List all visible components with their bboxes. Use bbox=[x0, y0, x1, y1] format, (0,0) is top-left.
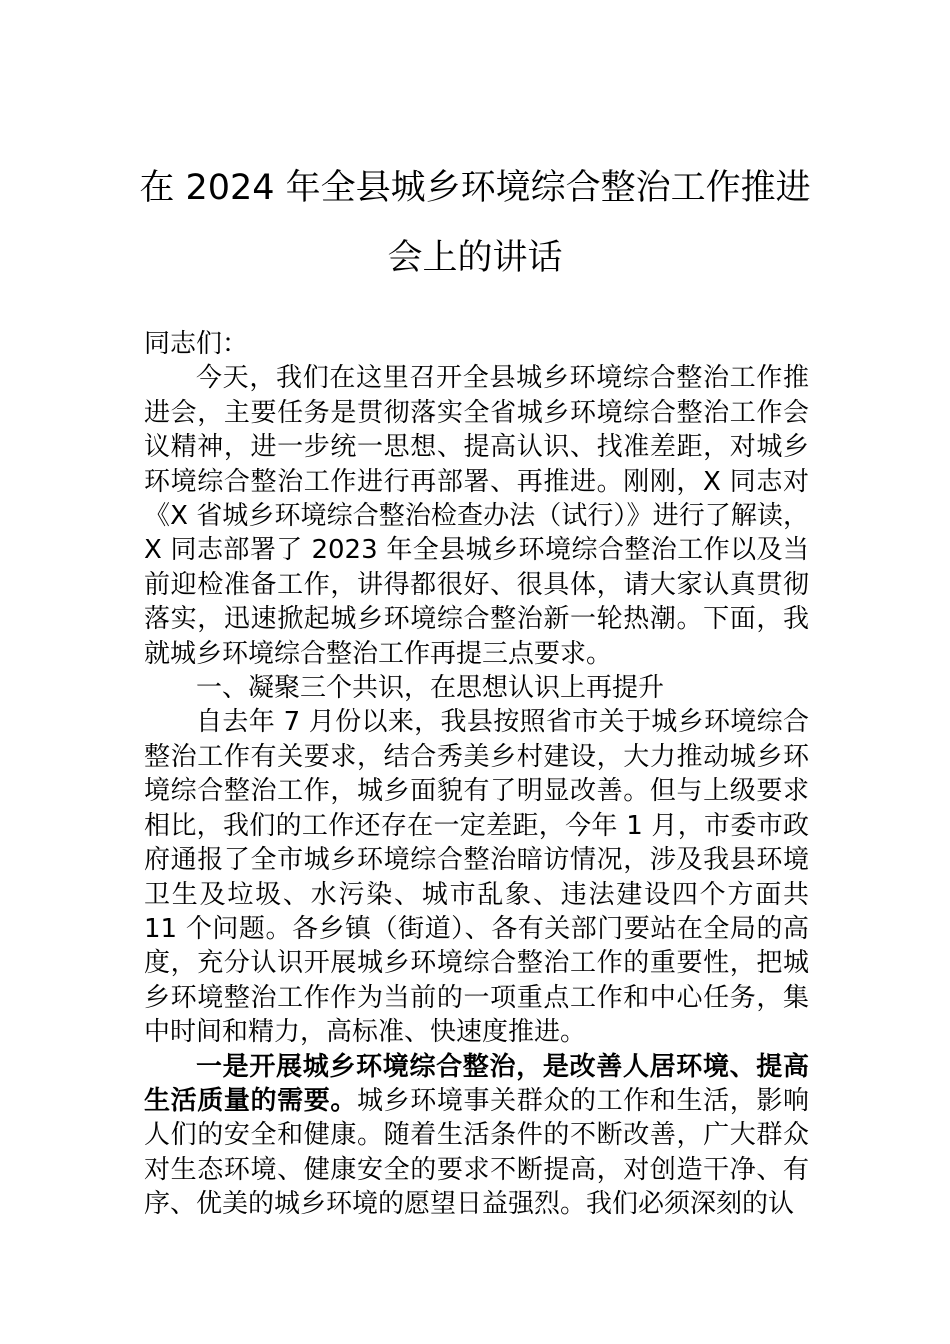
document-title-line-1: 在 2024 年全县城乡环境综合整治工作推进 bbox=[139, 168, 811, 208]
paragraph-point-1 bbox=[144, 1050, 809, 1222]
document-body bbox=[144, 327, 809, 1222]
paragraph-intro: 今天，我们在这里召开全县城乡环境综合整治工作推进会，主要任务是贯彻落实全省城乡环境综合整治工作会议精神，进一步统一思想、提高认识、找准差距，对城乡环境综合整治工作进行再部署、再推进。刚刚，X 同志对《X 省城乡环境综合整治检查办法（试行）》进行了解读，X 同志部署了 2023 年全县城乡环境综合整治工作以及当前迎检准备工作，讲得都很好、很具体，请大家认真贯彻落实，迅速掀起城乡环境综合整治新一轮热潮。下面，我就城乡环境综合整治工作再提三点要求。 bbox=[144, 363, 809, 669]
point-1-text: 城乡环境事关群众的工作和生活，影响人们的安全和健康。随着生活条件的不断改善，广大群众对生态环境、健康安全的要求不断提高，对创造干净、有序、优美的城乡环境的愿望日益强烈。我们必须深刻的认 bbox=[144, 1085, 809, 1220]
point-1-lead: 一是开展城乡环境综合整治，是改善人居环境、提高生活质量的需要。 bbox=[144, 1051, 809, 1116]
paragraph-section-1: 自去年 7 月份以来，我县按照省市关于城乡环境综合整治工作有关要求，结合秀美乡村建设，大力推动城乡环境综合整治工作，城乡面貌有了明显改善。但与上级要求相比，我们的工作还存在一定差距，今年 1 月，市委市政府通报了全市城乡环境综合整治暗访情况，涉及我县环境卫生及垃圾、水污染、城市乱象、违法建设四个方面共 11 个问题。各乡镇（街道）、各有关部门要站在全局的高度，充分认识开展城乡环境综合整治工作的重要性，把城乡环境整治工作作为当前的一项重点工作和中心任务，集中时间和精力，高标准、快速度推进。 bbox=[144, 707, 809, 1048]
section-heading-1: 一、凝聚三个共识，在思想认识上再提升 bbox=[196, 673, 665, 704]
document-title-line-2: 会上的讲话 bbox=[387, 238, 563, 278]
salutation: 同志们： bbox=[144, 329, 249, 359]
